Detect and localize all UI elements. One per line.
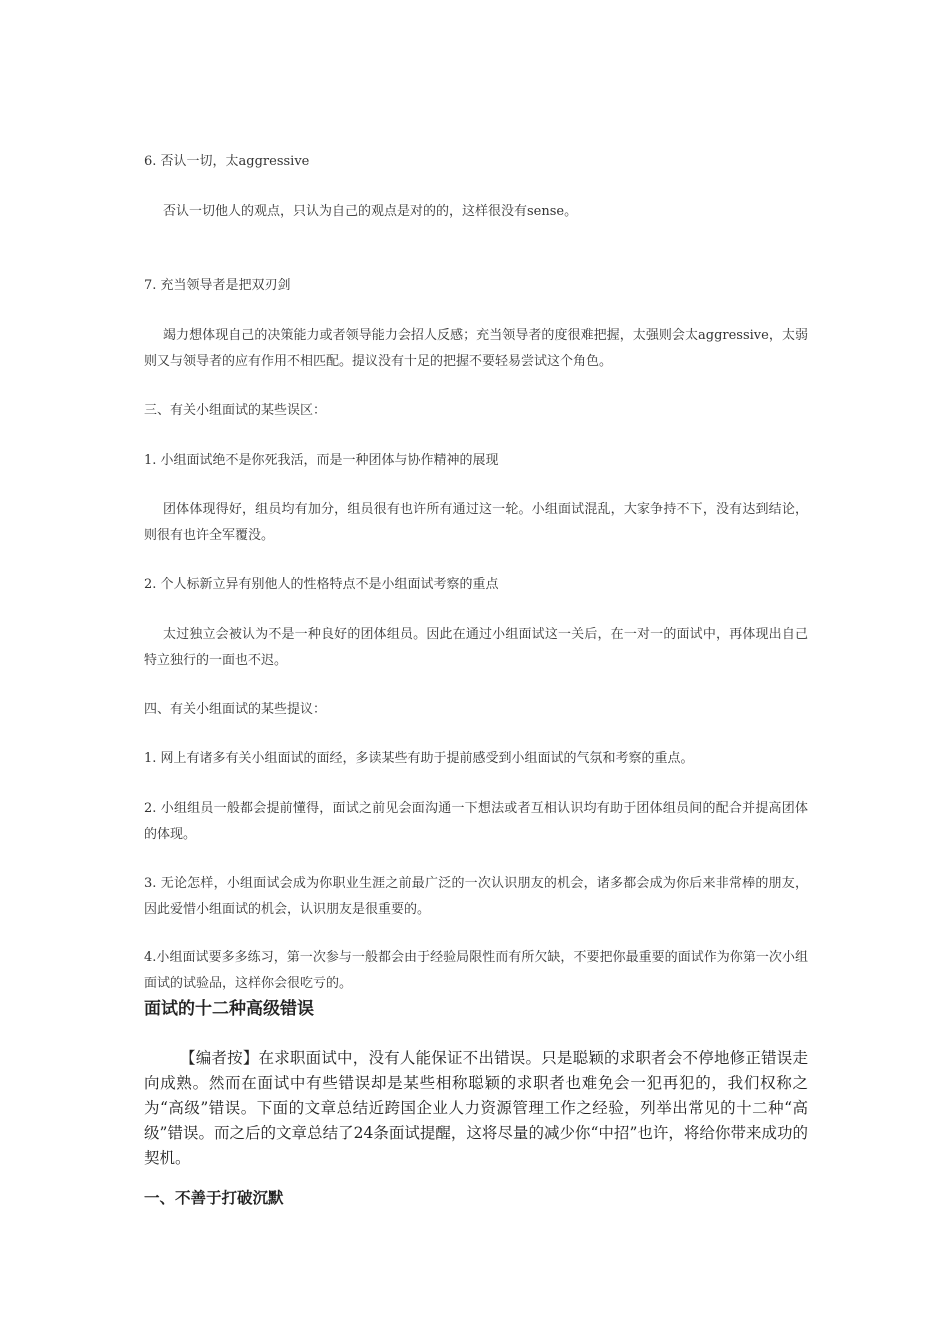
article-subheading: 一、不善于打破沉默: [144, 1189, 284, 1207]
section-3-heading: 三、有关小组面试的某些误区：: [144, 403, 327, 418]
item7-body: 竭力想体现自己的决策能力或者领导能力会招人反感；充当领导者的度很难把握，太强则会太aggressive，太弱则又与领导者的应有作用不相匹配。提议没有十足的把握不要轻易尝试这个角色。: [144, 328, 808, 369]
item7-title: 7. 充当领导者是把双刃剑: [144, 278, 291, 293]
item6-body: 否认一切他人的观点，只认为自己的观点是对的的，这样很没有sense。: [163, 204, 578, 219]
section-3-item2-body: 太过独立会被认为不是一种良好的团体组员。因此在通过小组面试这一关后，在一对一的面试中，再体现出自己特立独行的一面也不迟。: [144, 627, 808, 668]
section-4-heading: 四、有关小组面试的某些提议：: [144, 702, 327, 717]
section-4-item: 2. 小组组员一般都会提前懂得，面试之前见会面沟通一下想法或者互相认识均有助于团体组员间的配合并提高团体的体现。: [144, 801, 808, 842]
section-4-item: 1. 网上有诸多有关小组面试的面经，多读某些有助于提前感受到小组面试的气氛和考察的重点。: [144, 751, 694, 766]
section-3-item1-title: 1. 小组面试绝不是你死我活，而是一种团体与协作精神的展现: [144, 453, 499, 468]
section-3-item1-body: 团体体现得好，组员均有加分，组员很有也许所有通过这一轮。小组面试混乱，大家争持不下，没有达到结论，则很有也许全军覆没。: [144, 502, 808, 543]
article-title: 面试的十二种高级错误: [144, 999, 314, 1019]
item6-title: 6. 否认一切，太aggressive: [144, 154, 310, 169]
article-intro: 【编者按】在求职面试中，没有人能保证不出错误。只是聪颖的求职者会不停地修正错误走向成熟。然而在面试中有些错误却是某些相称聪颖的求职者也难免会一犯再犯的，我们权称之为“高级”错误。下面的文章总结近跨国企业人力资源管理工作之经验，列举出常见的十二种“高级”错误。而之后的文章总结了24条面试提醒，这将尽量的减少你“中招”也许，将给你带来成功的契机。: [144, 1049, 808, 1167]
section-4-item: 3. 无论怎样，小组面试会成为你职业生涯之前最广泛的一次认识朋友的机会，诸多都会成为你后来非常棒的朋友，因此爱惜小组面试的机会，认识朋友是很重要的。: [144, 876, 808, 917]
section-4-item: 4.小组面试要多多练习，第一次参与一般都会由于经验局限性而有所欠缺，不要把你最重要的面试作为你第一次小组面试的试验品，这样你会很吃亏的。: [144, 950, 808, 991]
section-3-item2-title: 2. 个人标新立异有别他人的性格特点不是小组面试考察的重点: [144, 577, 499, 592]
